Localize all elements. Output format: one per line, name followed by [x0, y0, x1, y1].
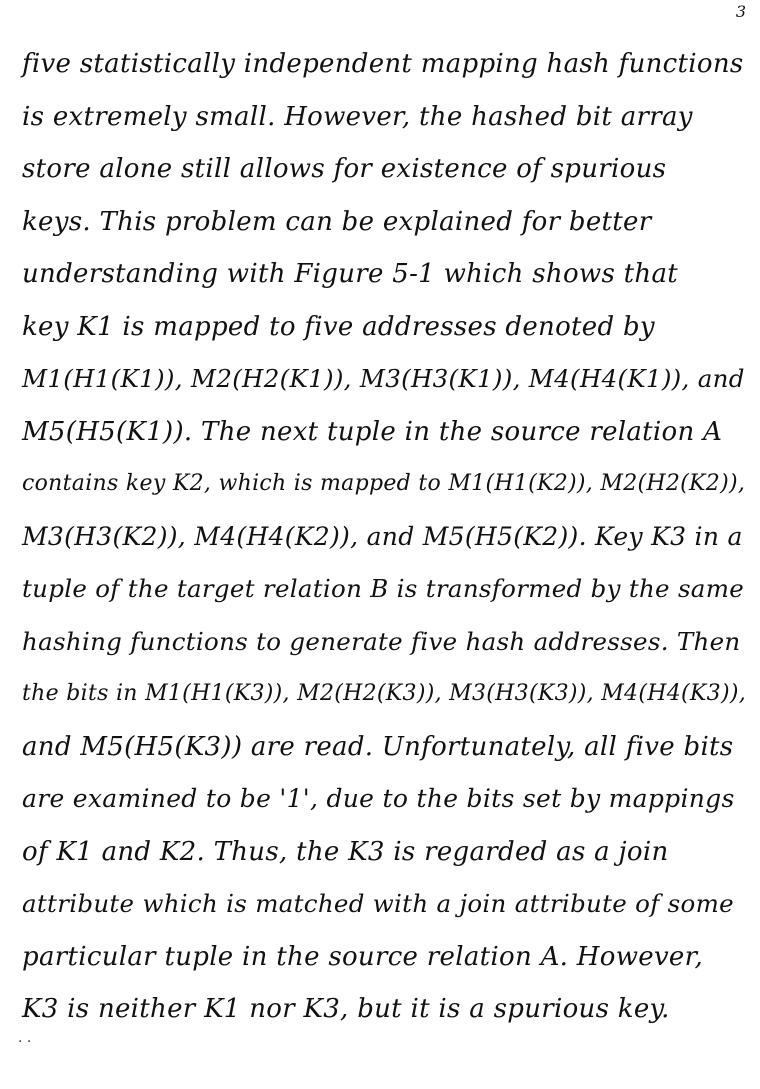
text-line: is extremely small. However, the hashed bit array: [22, 101, 693, 132]
text-line: particular tuple in the source relation A. However,: [22, 941, 704, 972]
text-line: tuple of the target relation B is transformed by the same: [22, 574, 745, 603]
text-line: M3(H3(K2)), M4(H4(K2)), and M5(H5(K2)). Key K3 in a: [22, 521, 743, 551]
text-line: contains key K2, which is mapped to M1(H1(K2)), M2(H2(K2)),: [22, 471, 746, 496]
text-line: of K1 and K2. Thus, the K3 is regarded as a join: [22, 836, 669, 867]
text-line: hashing functions to generate five hash addresses. Then: [22, 626, 741, 656]
text-line: M1(H1(K1)), M2(H2(K1)), M3(H3(K1)), M4(H4(K1)), and: [22, 364, 745, 393]
text-line: understanding with Figure 5-1 which shows that: [22, 259, 679, 289]
text-line: keys. This problem can be explained for better: [22, 206, 652, 237]
footer-marks: . .: [18, 1030, 32, 1046]
text-line: five statistically independent mapping hash functions: [22, 49, 744, 79]
text-line: are examined to be '1', due to the bits set by mappings: [22, 784, 735, 813]
handwritten-text-block: [22, 38, 747, 1036]
text-line: the bits in M1(H1(K3)), M2(H2(K3)), M3(H3(K3)), M4(H4(K3)),: [22, 681, 746, 706]
text-line: and M5(H5(K3)) are read. Unfortunately, all five bits: [22, 731, 734, 762]
text-line: M5(H5(K1)). The next tuple in the source relation A: [22, 416, 723, 447]
page-number: 3: [735, 2, 746, 21]
text-line: attribute which is matched with a join attribute of some: [22, 889, 734, 918]
text-line: K3 is neither K1 nor K3, but it is a spurious key.: [22, 994, 670, 1024]
text-line: key K1 is mapped to five addresses denoted by: [22, 311, 655, 342]
text-line: store alone still allows for existence of spurious: [22, 154, 667, 184]
